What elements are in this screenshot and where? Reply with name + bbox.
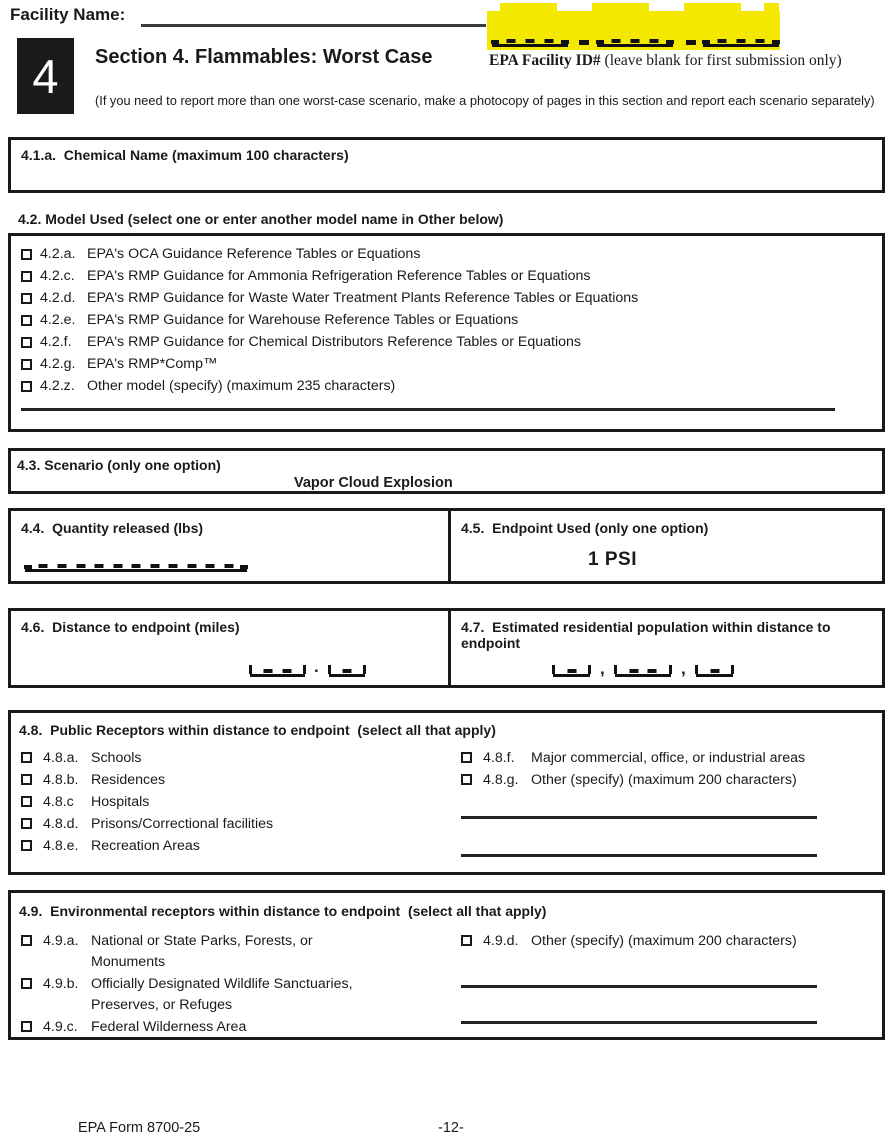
field-box-4-4-4-5 bbox=[8, 508, 885, 584]
option-4-9-a[interactable] bbox=[21, 931, 353, 973]
option-label: EPA's RMP Guidance for Ammonia Refrigeration Reference Tables or Equations bbox=[87, 268, 591, 284]
option-label: Other (specify) (maximum 200 characters) bbox=[531, 933, 797, 949]
field-box-4-2 bbox=[8, 233, 885, 432]
option-label: Recreation Areas bbox=[91, 838, 200, 854]
dash-separator bbox=[686, 40, 696, 45]
option-code: 4.2.g. bbox=[40, 356, 76, 372]
option-4-9-c[interactable] bbox=[21, 1017, 353, 1038]
other-entry-line[interactable] bbox=[461, 1021, 817, 1024]
option-label: Residences bbox=[91, 772, 166, 788]
checkbox-icon[interactable] bbox=[461, 935, 472, 946]
epa-facility-id-field-group1[interactable] bbox=[492, 35, 568, 47]
checkbox-icon[interactable] bbox=[21, 818, 32, 829]
distance-to-endpoint-field-whole[interactable] bbox=[250, 665, 305, 677]
checkbox-icon[interactable] bbox=[21, 774, 32, 785]
option-4-8-a[interactable] bbox=[21, 748, 273, 769]
option-4-8-c[interactable] bbox=[21, 792, 273, 813]
label-4-6: 4.6. Distance to endpoint (miles) bbox=[21, 619, 240, 635]
option-4-8-b[interactable] bbox=[21, 770, 273, 791]
option-label: Schools bbox=[91, 750, 142, 766]
section-note: (If you need to report more than one worst-case scenario, make a photocopy of pages in this section and report each scenario separately) bbox=[95, 93, 875, 108]
checkbox-icon[interactable] bbox=[21, 796, 32, 807]
option-code: 4.8.c bbox=[43, 794, 74, 810]
option-code: 4.2.z. bbox=[40, 378, 75, 394]
checkbox-icon[interactable] bbox=[21, 359, 32, 370]
option-4-9-d[interactable] bbox=[461, 931, 881, 952]
option-code: 4.2.d. bbox=[40, 290, 76, 306]
checkbox-icon[interactable] bbox=[21, 978, 32, 989]
distance-to-endpoint-field-decimal[interactable] bbox=[329, 665, 365, 677]
checkbox-icon[interactable] bbox=[21, 249, 32, 260]
column-divider bbox=[448, 611, 451, 685]
checkbox-icon[interactable] bbox=[21, 840, 32, 851]
thousands-separator: , bbox=[681, 659, 686, 678]
population-field-group2[interactable] bbox=[615, 665, 671, 677]
option-4-2-f[interactable] bbox=[21, 331, 882, 353]
other-entry-line[interactable] bbox=[461, 816, 817, 819]
option-4-8-f[interactable] bbox=[461, 748, 881, 769]
option-label: Federal Wilderness Area bbox=[91, 1019, 247, 1035]
option-code: 4.8.g. bbox=[483, 772, 519, 788]
option-code: 4.2.a. bbox=[40, 246, 76, 262]
facility-name-entry-line[interactable] bbox=[141, 24, 486, 27]
other-entry-line[interactable] bbox=[461, 985, 817, 988]
checkbox-icon[interactable] bbox=[21, 381, 32, 392]
epa-facility-id-field-group3[interactable] bbox=[703, 35, 779, 47]
epa-facility-id-label: EPA Facility ID# bbox=[489, 52, 601, 69]
option-code: 4.9.c. bbox=[43, 1019, 78, 1035]
other-entry-line[interactable] bbox=[461, 854, 817, 857]
checkbox-icon[interactable] bbox=[21, 752, 32, 763]
label-4-9: 4.9. Environmental receptors within distance to endpoint (select all that apply) bbox=[19, 903, 547, 919]
epa-facility-id-field-group2[interactable] bbox=[597, 35, 673, 47]
label-4-8: 4.8. Public Receptors within distance to endpoint (select all that apply) bbox=[19, 722, 496, 738]
section-title: Section 4. Flammables: Worst Case bbox=[95, 46, 433, 68]
option-code: 4.2.c. bbox=[40, 268, 75, 284]
label-4-4: 4.4. Quantity released (lbs) bbox=[21, 520, 204, 536]
checkbox-icon[interactable] bbox=[21, 271, 32, 282]
option-code: 4.8.e. bbox=[43, 838, 79, 854]
checkbox-icon[interactable] bbox=[21, 293, 32, 304]
checkbox-icon[interactable] bbox=[461, 752, 472, 763]
form-number: EPA Form 8700-25 bbox=[78, 1120, 201, 1136]
label-4-2: 4.2. Model Used (select one or enter another model name in Other below) bbox=[18, 211, 504, 227]
option-label: EPA's RMP*Comp™ bbox=[87, 356, 218, 372]
field-box-4-1-a bbox=[8, 137, 885, 193]
decimal-separator: . bbox=[314, 657, 319, 676]
option-label: Major commercial, office, or industrial areas bbox=[531, 750, 806, 766]
field-box-4-8 bbox=[8, 710, 885, 875]
checkbox-icon[interactable] bbox=[21, 315, 32, 326]
option-label: Other (specify) (maximum 200 characters) bbox=[531, 772, 797, 788]
checkbox-icon[interactable] bbox=[21, 1021, 32, 1032]
option-label: Officially Designated Wildlife Sanctuaries, bbox=[91, 976, 353, 992]
highlight-tab bbox=[592, 3, 649, 12]
field-box-4-9 bbox=[8, 890, 885, 1040]
column-divider bbox=[448, 511, 451, 581]
other-model-entry-line[interactable] bbox=[21, 408, 835, 411]
option-code: 4.2.f. bbox=[40, 334, 72, 350]
section-number-badge bbox=[17, 38, 74, 114]
option-code: 4.8.b. bbox=[43, 772, 79, 788]
label-4-7: 4.7. Estimated residential population within distance to endpoint bbox=[461, 619, 835, 651]
population-field-group3[interactable] bbox=[696, 665, 733, 677]
option-label: Prisons/Correctional facilities bbox=[91, 816, 274, 832]
option-code: 4.8.d. bbox=[43, 816, 79, 832]
option-4-2-a[interactable] bbox=[21, 243, 882, 265]
population-field-group1[interactable] bbox=[553, 665, 590, 677]
option-label: Other model (specify) (maximum 235 characters) bbox=[87, 378, 396, 394]
thousands-separator: , bbox=[600, 659, 605, 678]
quantity-released-field[interactable] bbox=[25, 560, 247, 572]
option-code: 4.9.a. bbox=[43, 933, 79, 949]
section-number: 4 bbox=[32, 49, 59, 103]
endpoint-value: 1 PSI bbox=[588, 549, 637, 570]
scenario-value: Vapor Cloud Explosion bbox=[294, 475, 453, 491]
option-4-9-b[interactable] bbox=[21, 974, 353, 1016]
option-4-2-d[interactable] bbox=[21, 287, 882, 309]
option-4-8-g[interactable] bbox=[461, 770, 881, 791]
option-4-2-c[interactable] bbox=[21, 265, 882, 287]
highlight-tab bbox=[500, 3, 557, 12]
label-4-3: 4.3. Scenario (only one option) bbox=[17, 457, 221, 473]
option-4-8-e[interactable] bbox=[21, 836, 273, 857]
epa-facility-id-note: (leave blank for first submission only) bbox=[600, 52, 842, 69]
checkbox-icon[interactable] bbox=[461, 774, 472, 785]
epa-facility-id-caption bbox=[489, 52, 842, 70]
option-label: EPA's RMP Guidance for Chemical Distributors Reference Tables or Equations bbox=[87, 334, 581, 350]
highlight-tab bbox=[764, 3, 779, 12]
page-number: -12- bbox=[438, 1120, 464, 1136]
option-label: EPA's RMP Guidance for Waste Water Treatment Plants Reference Tables or Equations bbox=[87, 290, 639, 306]
option-label: National or State Parks, Forests, or bbox=[91, 933, 313, 949]
field-box-4-3 bbox=[8, 448, 885, 494]
option-label: EPA's RMP Guidance for Warehouse Reference Tables or Equations bbox=[87, 312, 519, 328]
option-label-line2: Preserves, or Refuges bbox=[91, 997, 233, 1013]
option-4-2-z[interactable] bbox=[21, 375, 882, 397]
option-label: Hospitals bbox=[91, 794, 150, 810]
option-code: 4.2.e. bbox=[40, 312, 76, 328]
dash-separator bbox=[579, 40, 589, 45]
option-code: 4.8.a. bbox=[43, 750, 79, 766]
option-label: EPA's OCA Guidance Reference Tables or Equations bbox=[87, 246, 421, 262]
checkbox-icon[interactable] bbox=[21, 337, 32, 348]
option-4-2-g[interactable] bbox=[21, 353, 882, 375]
option-4-2-e[interactable] bbox=[21, 309, 882, 331]
option-code: 4.9.b. bbox=[43, 976, 79, 992]
checkbox-icon[interactable] bbox=[21, 935, 32, 946]
label-4-1-a: 4.1.a. Chemical Name (maximum 100 characters) bbox=[21, 147, 349, 163]
option-label-line2: Monuments bbox=[91, 954, 166, 970]
facility-name-label: Facility Name: bbox=[10, 5, 126, 24]
option-code: 4.8.f. bbox=[483, 750, 515, 766]
field-box-4-6-4-7 bbox=[8, 608, 885, 688]
label-4-5: 4.5. Endpoint Used (only one option) bbox=[461, 520, 709, 536]
option-code: 4.9.d. bbox=[483, 933, 519, 949]
option-4-8-d[interactable] bbox=[21, 814, 273, 835]
highlight-tab bbox=[684, 3, 741, 12]
